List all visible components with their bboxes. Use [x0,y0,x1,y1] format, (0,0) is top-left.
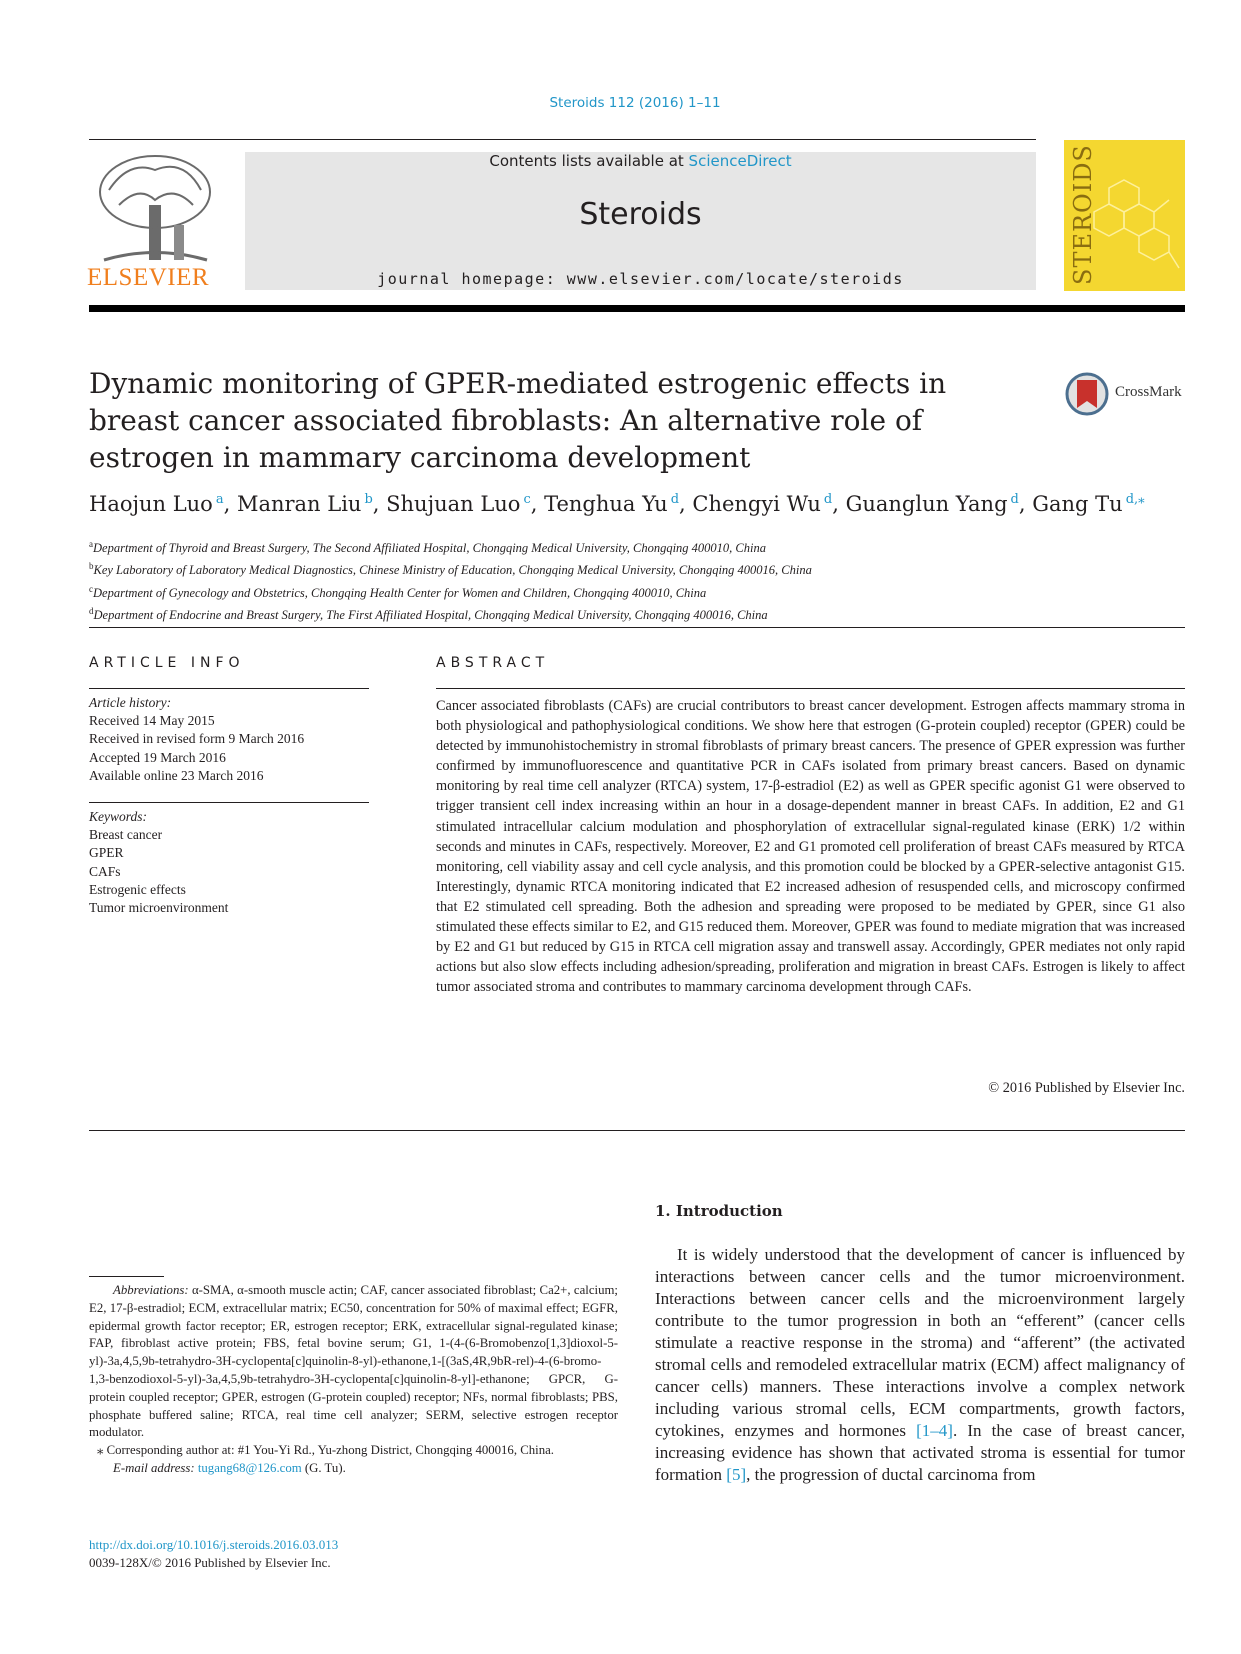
author-separator: , [832,492,846,516]
crossmark-label: CrossMark [1115,384,1182,400]
article-history [89,694,369,785]
author-name[interactable]: Shujuan Luo [386,492,521,516]
author-name[interactable]: Haojun Luo [89,492,213,516]
author-name[interactable]: Chengyi Wu [692,492,821,516]
journal-homepage [245,270,1036,288]
crossmark-badge[interactable] [1065,372,1190,422]
author-affiliation-marker[interactable]: d [670,492,680,507]
cover-title: STEROIDS [1069,144,1097,285]
email-suffix: (G. Tu). [301,1460,346,1475]
journal-citation[interactable]: Steroids 112 (2016) 1–11 [549,95,721,111]
contents-prefix: Contents lists available at [489,152,689,170]
author-affiliation-marker[interactable]: a [215,492,224,507]
abbreviations-label: Abbreviations: [113,1283,189,1297]
author-separator: , [223,492,237,516]
author-name[interactable]: Manran Liu [236,492,362,516]
header-thick-rule [89,305,1185,312]
sciencedirect-link[interactable]: ScienceDirect [688,152,792,170]
affiliation-list [89,535,1189,625]
intro-text-part: It is widely understood that the development of cancer is influenced by interactions between cancer cells and the tumor microenvironment. Interactions between cancer cells and the microenvironment largely contribute to the tumor progression in both an “efferent” (cancer cells stimulate a reactive response in the stroma) and “afferent” (the activated stromal cells and remodeled extracellular matrix (ECM) affect malignancy of cancer cells) manners. These interactions involve a complex network including various stromal cells, ECM compartments, growth factors, cytokines, enzymes and hormones [655,1245,1185,1440]
intro-text-part: . In the case of breast cancer, increasing evidence has shown that activated stroma is essential for tumor formation [655,1421,1185,1484]
corresponding-author-note: ⁎ Corresponding author at: #1 You-Yi Rd., Yu-zhong District, Chongqing 400016, China. [97,1443,554,1458]
keyword-item: GPER [89,845,124,861]
affiliation-text: Department of Thyroid and Breast Surgery, The Second Affiliated Hospital, Chongqing Medical University, Chongqing 400010, China [93,541,766,556]
affiliation-item [89,535,1189,557]
author-affiliation-marker[interactable]: c [523,492,531,507]
author-separator: , [530,492,545,516]
author-separator: , [679,492,693,516]
introduction-paragraph [655,1244,1185,1486]
elsevier-logo[interactable] [89,150,219,290]
publisher-wordmark: ELSEVIER [87,264,210,291]
abbreviations-footnote [89,1282,618,1442]
journal-name: Steroids [579,197,702,232]
history-item: Available online 23 March 2016 [89,767,264,783]
keywords-rule [89,802,369,803]
author-name[interactable]: Gang Tu [1032,492,1123,516]
keyword-item: Estrogenic effects [89,881,186,897]
email-link[interactable]: tugang68@126.com [197,1460,302,1475]
footnotes [89,1282,618,1478]
crossmark-icon [1065,372,1109,416]
article-title: Dynamic monitoring of GPER-mediated estrogenic effects in breast cancer associated fibroblasts: An alternative role of estrogen in mammary carcinoma development [89,367,947,474]
history-label: Article history: [89,695,172,710]
affiliation-text: Department of Endocrine and Breast Surgery, The First Affiliated Hospital, Chongqing Medical University, Chongqing 400016, China [93,608,768,623]
email-note [89,1460,618,1478]
affiliation-key: a [89,539,93,549]
doi-block [89,1536,489,1572]
history-item: Received in revised form 9 March 2016 [89,731,305,747]
journal-cover-thumbnail[interactable] [1064,140,1185,291]
abbreviations-text: α-SMA, α-smooth muscle actin; CAF, cancer associated fibroblast; Ca2+, calcium; E2, 17-β-estradiol; ECM, extracellular matrix; EC50, concentration for 50% of maximal effect; EGFR, epidermal growth factor receptor; ER, estrogen receptor; ERK, extracellular signal-regulated kinase; FAP, fibroblast active protein; FBS, fetal bovine serum; G1, 1-(4-(6-Bromobenzo[1,3]dioxol-5-yl)-3a,4,5,9b-tetrahydro-3H-cyclopenta[c]quinolin-8-yl)-ethanone,1-[(3aS,4R,9bR-rel)-4-(6-bromo-1,3-benzodioxol-5-yl)-3a,4,5,9b-tetrahydro-3H-cyclopenta[c]quinolin-8-yl]-ethanone; GPCR, G-protein coupled receptor; GPER, estrogen (G-protein coupled) receptor; NFs, normal fibroblasts; PBS, phosphate buffered saline; RTCA, real time cell analyzer; SERM, selective estrogen receptor modulator. [89,1283,618,1440]
author-name[interactable]: Guanglun Yang [845,492,1008,516]
author-affiliation-marker[interactable]: b [364,492,373,507]
contents-line [245,152,1036,170]
abstract-rule [436,688,1185,689]
header-rule [89,139,1036,140]
author-list [89,492,1189,516]
affiliation-text: Department of Gynecology and Obstetrics, Chongqing Health Center for Women and Children, Chongqing 400010, China [93,586,707,601]
keyword-item: CAFs [89,863,121,879]
homepage-url[interactable]: www.elsevier.com/locate/steroids [566,270,904,288]
abstract-text: Cancer associated fibroblasts (CAFs) are crucial contributors to breast cancer development. Estrogen affects mammary stroma in both physiological and pathophysiological conditions. We show here that estrogen (G-protein coupled) receptor (GPER) could be detected by immunohistochemistry in stromal fibroblasts of primary breast cancers. The presence of GPER expression was further confirmed by immunofluorescence and quantitative PCR in CAFs isolated from primary breast cancers. Based on dynamic monitoring by real time cell analyzer (RTCA) system, 17-β-estradiol (E2) as well as GPER specific agonist G1 were observed to trigger transient cell index increasing within an hour in a dosage-dependent manner in breast CAFs. In addition, E2 and G1 stimulated intracellular calcium modulation and phosphorylation of extracellular signal-regulated kinase (ERK) 1/2 within seconds and minutes in CAFs, respectively. Moreover, E2 and G1 promoted cell proliferation of breast CAFs measured by RTCA monitoring, cell viability assay and cell cycle analysis, and this promotion could be blocked by a GPER-selective antagonist G15. Interestingly, dynamic RTCA monitoring indicated that E2 increased adhesion of resuspended cells, and microscopy confirmed that E2 stimulated cell spreading. Both the adhesion and spreading were proposed to be mediated by GPER, since G1 also stimulated these effects similar to E2, and G15 reduced them. Moreover, GPER was found to mediate migration that was increased by E2 and G1 but reduced by G15 in RTCA cell migration assay and transwell assay. Accordingly, GPER mediates not only rapid actions but also slow effects including adhesion/spreading, proliferation and migration in breast CAFs. Estrogen is likely to affect tumor associated stroma and contributes to mammary carcinoma development through CAFs. [436,698,1185,996]
abstract-heading: ABSTRACT [436,655,550,671]
author-affiliation-marker[interactable]: d,⁎ [1125,492,1145,507]
affiliation-key: c [89,583,93,594]
author-affiliation-marker[interactable]: d [1010,492,1019,507]
intro-text-part: , the progression of ductal carcinoma from [746,1465,1036,1484]
author-separator: , [1018,492,1033,516]
reference-link[interactable]: [5] [726,1465,747,1484]
keyword-item: Tumor microenvironment [89,900,229,916]
abstract-end-rule [89,1130,1185,1131]
homepage-prefix: journal homepage: [377,270,567,288]
abstract-copyright: © 2016 Published by Elsevier Inc. [988,1080,1185,1096]
keywords-block [89,808,369,917]
email-label: E-mail address: [113,1460,198,1475]
affiliation-item [89,580,1189,602]
section-rule [89,627,1185,628]
history-item: Accepted 19 March 2016 [89,749,226,765]
article-info-heading: ARTICLE INFO [89,655,245,671]
history-item: Received 14 May 2015 [89,713,215,729]
author-affiliation-marker[interactable]: d [823,492,833,507]
author-name[interactable]: Tenghua Yu [544,492,668,516]
footnote-rule [89,1276,164,1277]
introduction-heading: 1. Introduction [655,1202,783,1220]
reference-link[interactable]: [1–4] [916,1421,953,1440]
affiliation-key: d [89,606,94,617]
keywords-label: Keywords: [89,809,147,824]
article-info-rule [89,688,369,689]
affiliation-item [89,557,1189,579]
affiliation-item [89,602,1189,624]
affiliation-key: b [89,561,94,572]
affiliation-text: Key Laboratory of Laboratory Medical Diagnostics, Chinese Ministry of Education, Chongqing Medical University, Chongqing 400016, China [93,563,812,578]
doi-link[interactable]: http://dx.doi.org/10.1016/j.steroids.2016.03.013 [89,1537,339,1552]
issn-line: 0039-128X/© 2016 Published by Elsevier Inc. [89,1555,331,1570]
author-separator: , [372,492,387,516]
keyword-item: Breast cancer [89,827,163,843]
